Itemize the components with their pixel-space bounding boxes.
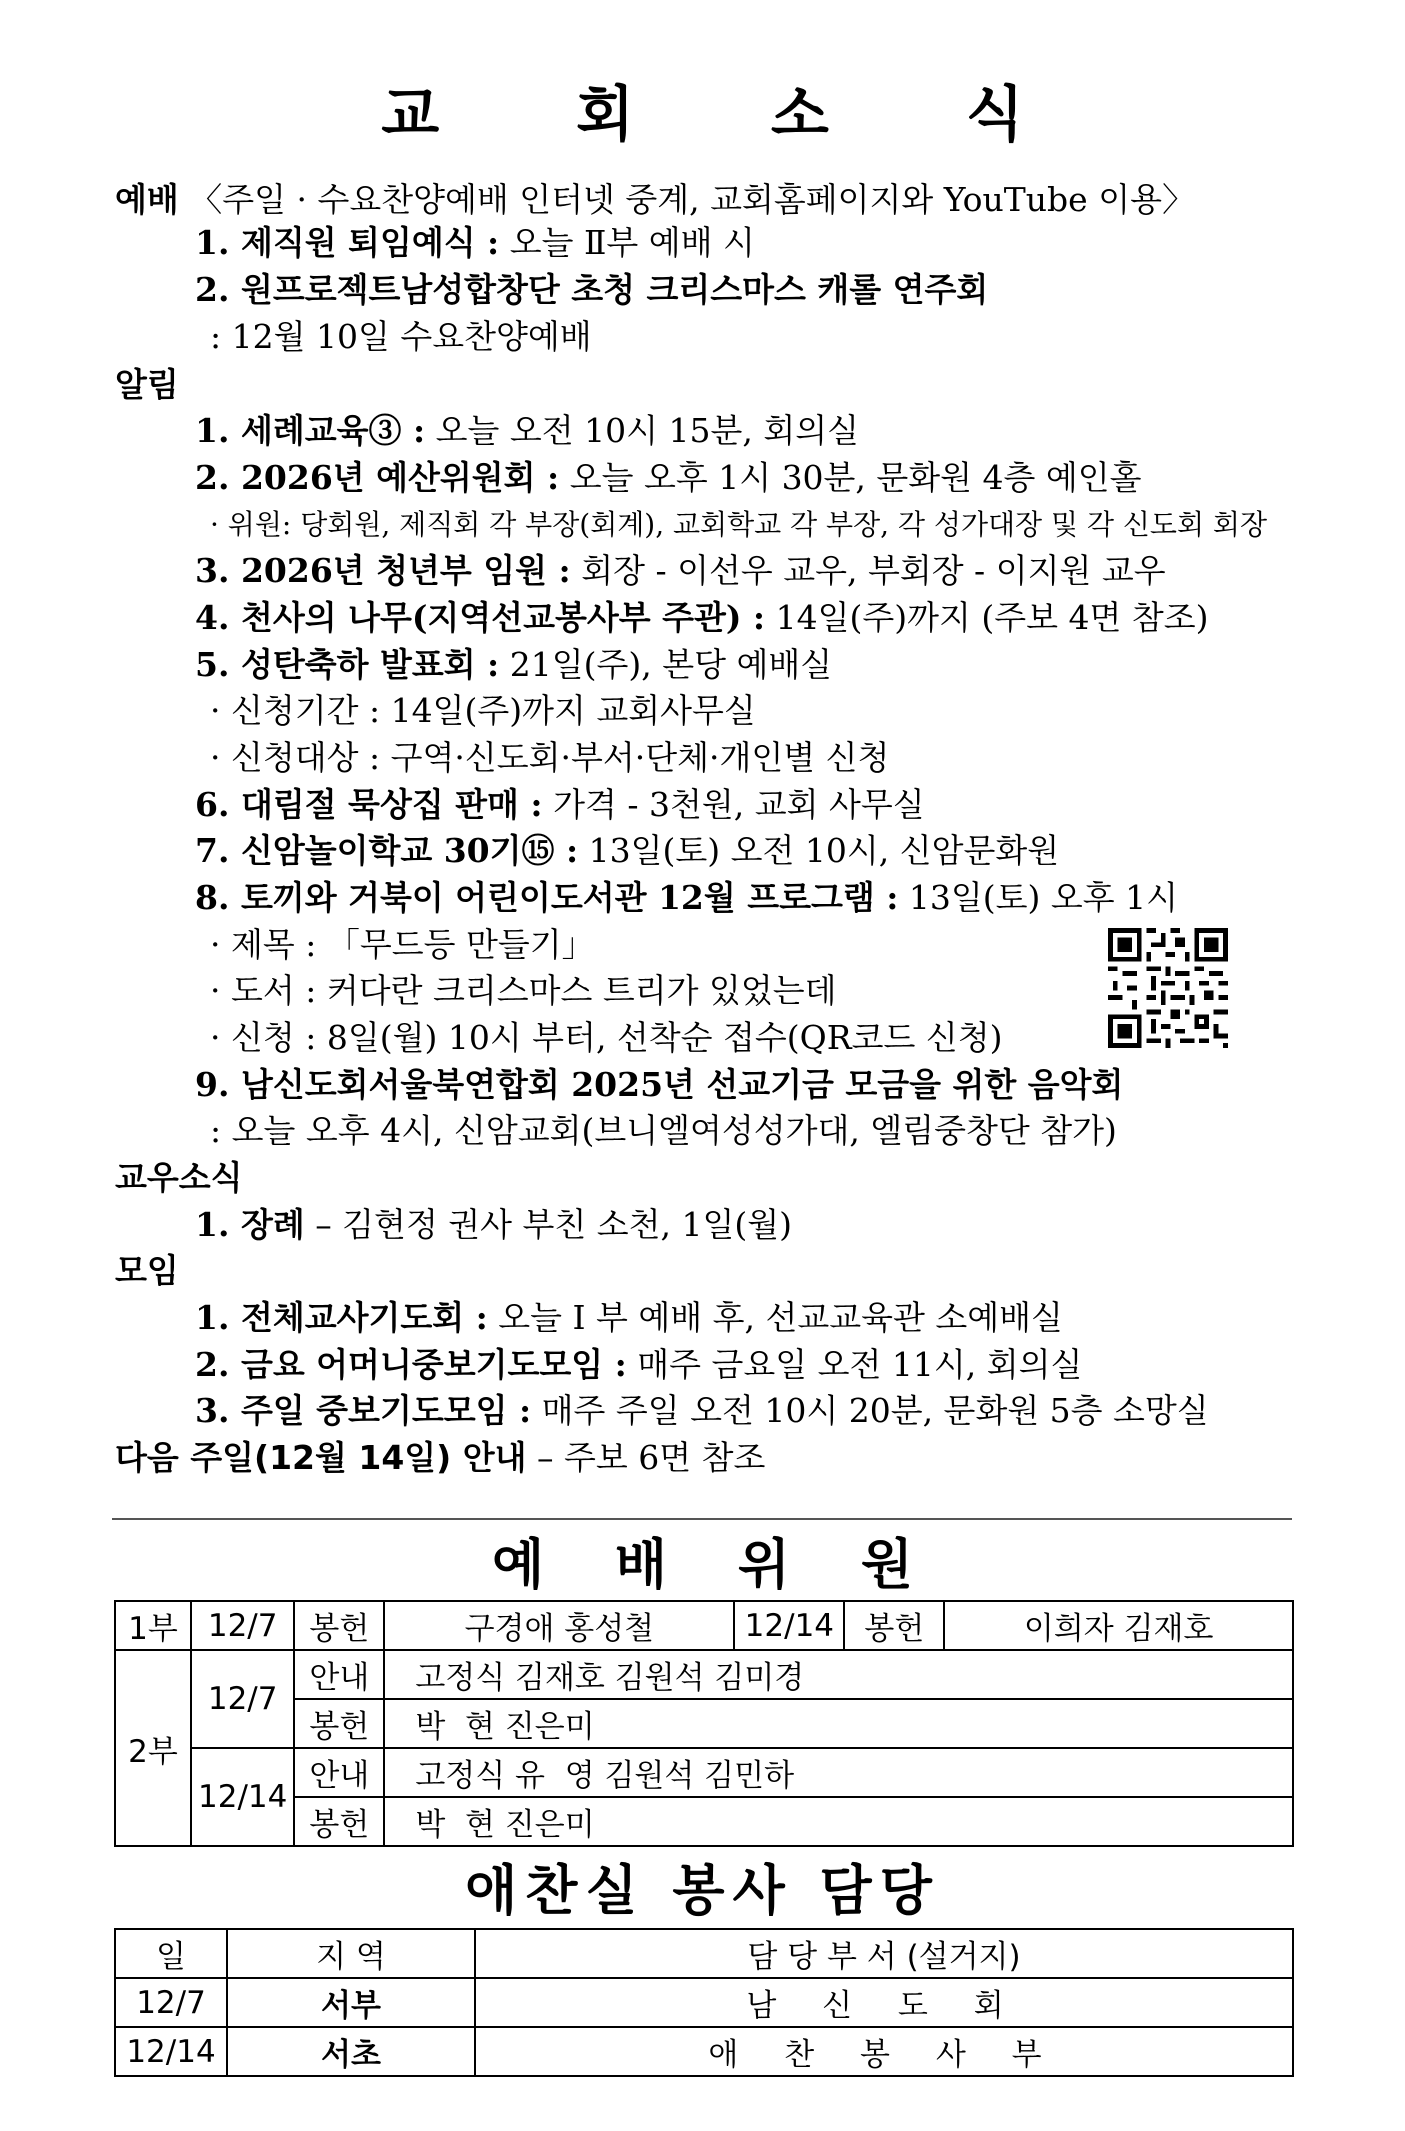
role-cell: 봉헌 (294, 1699, 384, 1748)
service-cell: 1부 (115, 1601, 191, 1650)
service-cell: 2부 (115, 1650, 191, 1846)
names-cell: 박 현 진은미 (384, 1797, 1293, 1846)
notice-item-8-apply: · 신청 : 8일(월) 10시 부터, 선착순 접수(QR코드 신청) (210, 1018, 1003, 1057)
names-cell: 구경애 홍성철 (384, 1601, 734, 1650)
item-title: 1. 전체교사기도회 : (195, 1298, 488, 1337)
role-cell: 안내 (294, 1650, 384, 1699)
item-text: 가격 - 3천원, 교회 사무실 (542, 785, 925, 824)
item-title: 2. 금요 어머니중보기도모임 : (195, 1345, 627, 1384)
notice-item-7 (195, 828, 1059, 874)
date-cell: 12/7 (191, 1601, 294, 1650)
divider (112, 1518, 1292, 1520)
item-title: 8. 토끼와 거북이 어린이도서관 12월 프로그램 : (195, 878, 899, 917)
notice-item-5-target: · 신청대상 : 구역·신도회·부서·단체·개인별 신청 (210, 738, 890, 777)
notice-item-8 (195, 875, 1178, 921)
item-title: 6. 대림절 묵상집 판매 : (195, 785, 543, 824)
page-title: 교 회 소 식 (381, 80, 1082, 150)
item-title: 2. 2026년 예산위원회 : (195, 458, 560, 497)
next-sunday-text: – 주보 6면 참조 (526, 1438, 766, 1477)
role-cell: 봉헌 (844, 1601, 944, 1650)
notice-item-5-period: · 신청기간 : 14일(주)까지 교회사무실 (210, 691, 756, 730)
item-title: 4. 천사의 나무(지역선교봉사부 주관) : (195, 598, 766, 637)
item-title: 1. 제직원 퇴임예식 : (195, 223, 500, 262)
notice-item-6 (195, 782, 925, 828)
header-cell: 담 당 부 서 (설거지) (475, 1929, 1293, 1978)
notice-item-9 (195, 1062, 1123, 1108)
notice-item-2-members: · 위원: 당회원, 제직회 각 부장(회계), 교회학교 각 부장, 각 성가대장 및 각 신도회 회장 (210, 508, 1268, 541)
worship-committee-table (114, 1600, 1294, 1847)
table-row (115, 1748, 1293, 1797)
notice-item-3 (195, 548, 1166, 594)
notice-item-4 (195, 595, 1208, 641)
date-cell: 12/14 (734, 1601, 844, 1650)
meetings-heading: 모임 (115, 1251, 179, 1290)
meetings-item-2 (195, 1342, 1082, 1388)
date-cell: 12/7 (115, 1978, 227, 2027)
header-cell: 지 역 (227, 1929, 475, 1978)
item-text: 매주 주일 오전 10시 20분, 문화원 5층 소망실 (531, 1391, 1209, 1430)
item-title: 5. 성탄축하 발표회 : (195, 645, 500, 684)
item-title: 2. 원프로젝트남성합창단 초청 크리스마스 캐롤 연주회 (195, 270, 989, 309)
notice-item-9-detail: : 오늘 오후 4시, 신암교회(브니엘여성성가대, 엘림중창단 참가) (210, 1111, 1117, 1150)
names-cell: 고정식 김재호 김원석 김미경 (384, 1650, 1293, 1699)
item-text: 21일(주), 본당 예배실 (499, 645, 833, 684)
item-text: 회장 - 이선우 교우, 부회장 - 이지원 교우 (570, 551, 1166, 590)
table-row (115, 1650, 1293, 1699)
notice-item-1 (195, 408, 859, 454)
role-cell: 안내 (294, 1748, 384, 1797)
kitchen-service-title: 애찬실 봉사 담당 (465, 1859, 940, 1922)
next-sunday-label: 다음 주일(12월 14일) 안내 (115, 1438, 527, 1477)
worship-item-2 (195, 267, 988, 313)
worship-item-2-detail: : 12월 10일 수요찬양예배 (210, 317, 592, 356)
item-text: 13일(토) 오후 1시 (898, 878, 1179, 917)
worship-note: 〈주일 · 수요찬양예배 인터넷 중계, 교회홈페이지와 YouTube 이용〉 (189, 180, 1195, 219)
notice-heading: 알림 (115, 365, 179, 404)
names-cell: 고정식 유 영 김원석 김민하 (384, 1748, 1293, 1797)
role-cell: 봉헌 (294, 1601, 384, 1650)
item-text: 14일(주)까지 (주보 4면 참조) (765, 598, 1209, 637)
names-cell: 박 현 진은미 (384, 1699, 1293, 1748)
qr-code-icon[interactable] (1108, 928, 1228, 1048)
notice-item-8-book: · 도서 : 커다란 크리스마스 트리가 있었는데 (210, 971, 837, 1010)
dept-cell: 남 신 도 회 (475, 1978, 1293, 2027)
item-title: 7. 신암놀이학교 30기⑮ : (195, 831, 579, 870)
table-row (115, 1601, 1293, 1650)
worship-item-1 (195, 220, 755, 266)
date-cell: 12/14 (191, 1748, 294, 1846)
table-row (115, 1978, 1293, 2027)
date-cell: 12/14 (115, 2027, 227, 2076)
members-news-item-1 (195, 1202, 792, 1248)
next-sunday-notice (115, 1435, 765, 1481)
item-title: 3. 2026년 청년부 임원 : (195, 551, 571, 590)
item-text: 오늘 오전 10시 15분, 회의실 (425, 411, 859, 450)
names-cell: 이희자 김재호 (944, 1601, 1293, 1650)
meetings-item-3 (195, 1388, 1209, 1434)
notice-item-8-title: · 제목 : 「무드등 만들기」 (210, 925, 595, 964)
item-title: 3. 주일 중보기도모임 : (195, 1391, 532, 1430)
item-text: – 김현정 권사 부친 소천, 1일(월) (304, 1205, 793, 1244)
dept-cell: 애 찬 봉 사 부 (475, 2027, 1293, 2076)
item-title: 1. 세례교육③ : (195, 411, 426, 450)
notice-item-2 (195, 455, 1142, 501)
item-title: 1. 장례 (195, 1205, 305, 1244)
kitchen-service-table (114, 1928, 1294, 2077)
header-cell: 일 (115, 1929, 227, 1978)
table-header-row (115, 1929, 1293, 1978)
worship-committee-title: 예 배 위 원 (491, 1533, 940, 1596)
members-news-heading: 교우소식 (115, 1158, 243, 1197)
item-text: 오늘 Ⅱ부 예배 시 (499, 223, 755, 262)
item-title: 9. 남신도회서울북연합회 2025년 선교기금 모금을 위한 음악회 (195, 1065, 1124, 1104)
role-cell: 봉헌 (294, 1797, 384, 1846)
region-cell: 서부 (227, 1978, 475, 2027)
worship-section (115, 177, 1195, 223)
item-text: 오늘 오후 1시 30분, 문화원 4층 예인홀 (559, 458, 1142, 497)
date-cell: 12/7 (191, 1650, 294, 1748)
notice-item-5 (195, 642, 832, 688)
region-cell: 서초 (227, 2027, 475, 2076)
item-text: 13일(토) 오전 10시, 신암문화원 (578, 831, 1060, 870)
item-text: 오늘 I 부 예배 후, 선교교육관 소예배실 (487, 1298, 1063, 1337)
table-row (115, 2027, 1293, 2076)
meetings-item-1 (195, 1295, 1063, 1341)
item-text: 매주 금요일 오전 11시, 회의실 (626, 1345, 1083, 1384)
worship-heading: 예배 (115, 180, 179, 219)
